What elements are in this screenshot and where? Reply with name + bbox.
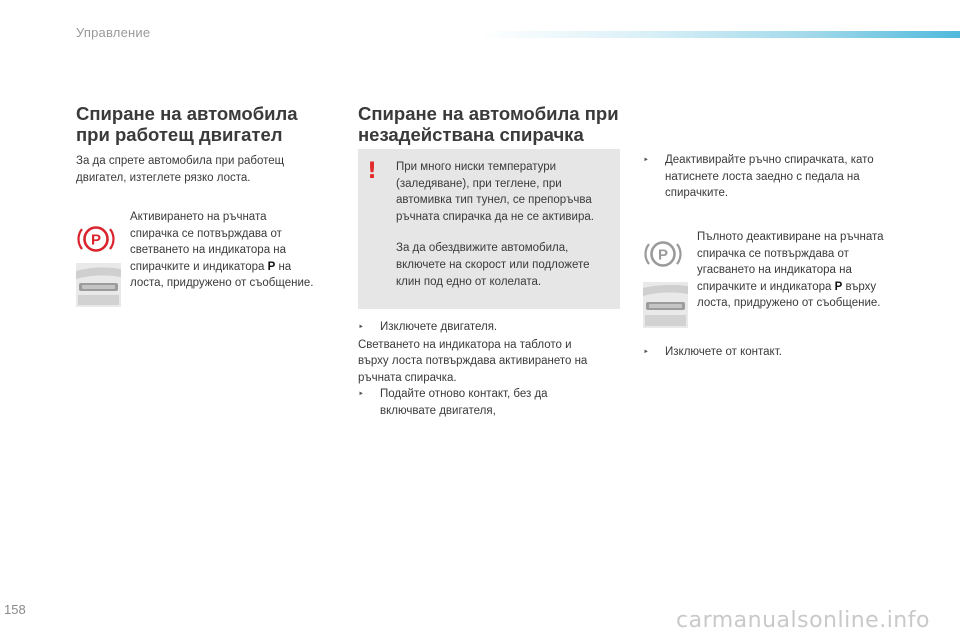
svg-text:P: P [90, 231, 102, 249]
list-item: ‣ Изключете от контакт. [643, 344, 933, 362]
header-accent-bar [480, 31, 960, 38]
arrow-bullet-icon: ‣ [358, 389, 364, 401]
left-intro: За да спрете автомобила при работещ двигател, изтеглете рязко лоста. [76, 155, 285, 184]
warning-icon: ! [367, 159, 378, 184]
parking-brake-grey-icon [643, 237, 683, 271]
right-deactivation-text: Пълното деактивиране на ръчната спирачка се потвърждава от угасването на индикатора на спирачките и индикатора P върху лоста, придружено от съобщение. [697, 231, 884, 310]
right-bullet-2 [643, 344, 933, 362]
p-indicator-label: P [267, 260, 276, 273]
parking-brake-red-icon [76, 222, 116, 256]
arrow-bullet-icon: ‣ [643, 347, 649, 358]
list-item: ‣ Деактивирайте ръчно спирачката, като натиснете лоста заедно с педала на спирачките. [643, 152, 933, 202]
left-heading: Спиране на автомобила при работещ двигател [76, 103, 298, 145]
brake-lever-image [643, 282, 688, 328]
warning-text: При много ниски температури (заледяване), при теглене, при автомивка тип тунел, се препоръчва ръчната спирачка да не се активира. За да обездвижите автомобила, включете на скорост или подложете клин под едно от колелата. [396, 161, 594, 288]
list-item: ‣ Подайте отново контакт, без да включвате двигателя, [358, 386, 628, 419]
watermark: carmanualsonline.info [676, 608, 930, 633]
list-item: ‣ Изключете двигателя. [358, 319, 628, 337]
section-title: Управление [76, 25, 151, 40]
arrow-bullet-icon: ‣ [358, 322, 364, 333]
page-number: 158 [4, 602, 26, 617]
arrow-bullet-icon: ‣ [643, 155, 649, 166]
middle-heading: Спиране на автомобила при незадействана спирачка [358, 103, 619, 145]
right-bullet-1 [643, 152, 933, 202]
left-activation-text: Активирането на ръчната спирачка се потвърждава от светването на индикатора на спирачките и индикатора P на лоста, придружено от съобщение. [130, 211, 314, 290]
middle-instructions: ‣ Изключете двигателя. Светването на индикатора на таблото и върху лоста потвърждава активирането на ръчната спирачка. ‣ Подайте отново контакт, без да включвате двигателя, [358, 319, 628, 420]
svg-text:P: P [657, 246, 669, 264]
p-indicator-label: P [834, 280, 843, 293]
brake-lever-image [76, 263, 121, 307]
